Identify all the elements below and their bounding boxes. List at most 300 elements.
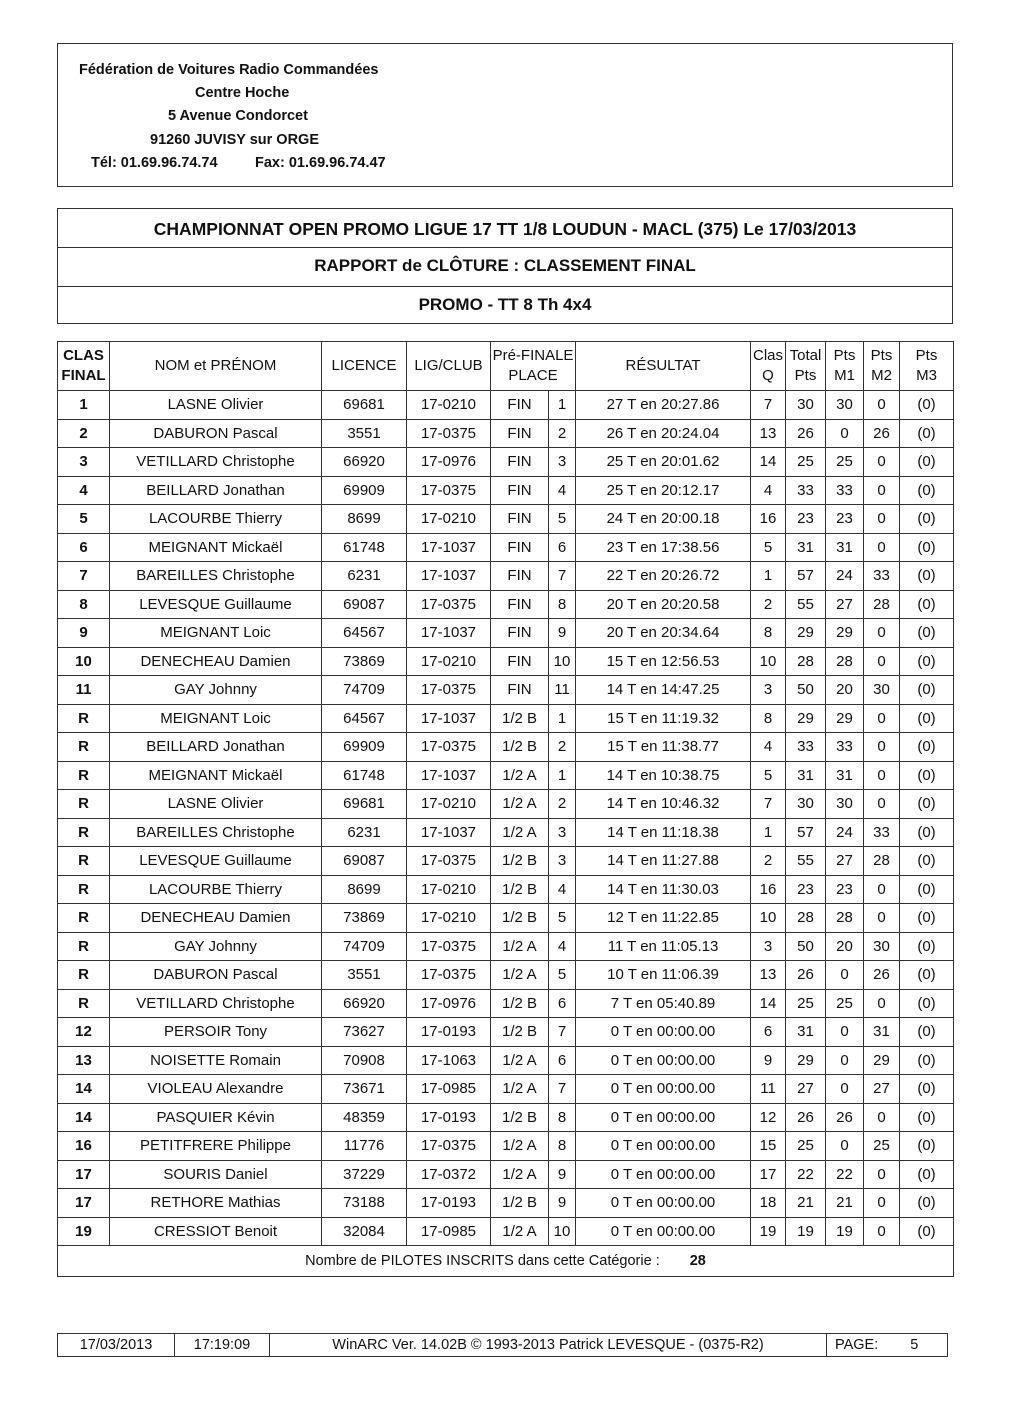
cell-place: 9 — [549, 619, 576, 648]
cell-total-pts: 21 — [786, 1189, 826, 1218]
cell-final: R — [58, 847, 110, 876]
cell-clas-q: 10 — [751, 647, 786, 676]
cell-pts-m2: 30 — [864, 932, 900, 961]
cell-total-pts: 50 — [786, 676, 826, 705]
cell-prefinale: 1/2 A — [491, 761, 549, 790]
table-row — [58, 733, 954, 762]
header-clas-q: Clas Q — [751, 342, 786, 391]
table-row — [58, 989, 954, 1018]
cell-licence: 48359 — [322, 1103, 407, 1132]
cell-final: 19 — [58, 1217, 110, 1246]
cell-total-pts: 57 — [786, 818, 826, 847]
cell-pts-m1: 30 — [826, 391, 864, 420]
cell-final: R — [58, 733, 110, 762]
cell-club: 17-0193 — [407, 1018, 491, 1047]
cell-name: DABURON Pascal — [110, 961, 322, 990]
cell-club: 17-0976 — [407, 448, 491, 477]
cell-pts-m3: (0) — [900, 1189, 954, 1218]
cell-clas-q: 12 — [751, 1103, 786, 1132]
cell-name: MEIGNANT Mickaël — [110, 533, 322, 562]
cell-club: 17-1037 — [407, 619, 491, 648]
table-row — [58, 1075, 954, 1104]
print-footer — [57, 1333, 948, 1357]
page-number: 5 — [910, 1337, 919, 1353]
table-row — [58, 1103, 954, 1132]
cell-licence: 69909 — [322, 733, 407, 762]
cell-result: 11 T en 11:05.13 — [576, 932, 751, 961]
cell-licence: 64567 — [322, 704, 407, 733]
header-pts-m1: Pts M1 — [826, 342, 864, 391]
cell-pts-m3: (0) — [900, 590, 954, 619]
cell-final: 6 — [58, 533, 110, 562]
cell-result: 23 T en 17:38.56 — [576, 533, 751, 562]
cell-name: NOISETTE Romain — [110, 1046, 322, 1075]
cell-prefinale: 1/2 B — [491, 733, 549, 762]
cell-clas-q: 4 — [751, 476, 786, 505]
table-row — [58, 847, 954, 876]
cell-prefinale: FIN — [491, 448, 549, 477]
cell-place: 7 — [549, 1018, 576, 1047]
cell-clas-q: 16 — [751, 875, 786, 904]
cell-name: LASNE Olivier — [110, 391, 322, 420]
cell-result: 24 T en 20:00.18 — [576, 505, 751, 534]
category-title: PROMO - TT 8 Th 4x4 — [418, 295, 592, 314]
cell-prefinale: 1/2 B — [491, 875, 549, 904]
cell-name: LASNE Olivier — [110, 790, 322, 819]
cell-total-pts: 29 — [786, 619, 826, 648]
cell-pts-m2: 0 — [864, 761, 900, 790]
cell-total-pts: 19 — [786, 1217, 826, 1246]
cell-place: 11 — [549, 676, 576, 705]
cell-total-pts: 55 — [786, 590, 826, 619]
cell-clas-q: 2 — [751, 590, 786, 619]
cell-place: 5 — [549, 505, 576, 534]
cell-pts-m2: 0 — [864, 1103, 900, 1132]
cell-final: 9 — [58, 619, 110, 648]
cell-clas-q: 5 — [751, 761, 786, 790]
cell-name: GAY Johnny — [110, 932, 322, 961]
cell-clas-q: 1 — [751, 818, 786, 847]
cell-pts-m2: 25 — [864, 1132, 900, 1161]
cell-result: 0 T en 00:00.00 — [576, 1132, 751, 1161]
cell-club: 17-0210 — [407, 790, 491, 819]
cell-place: 4 — [549, 476, 576, 505]
table-row — [58, 391, 954, 420]
cell-pts-m1: 23 — [826, 505, 864, 534]
cell-place: 1 — [549, 704, 576, 733]
cell-club: 17-0375 — [407, 932, 491, 961]
cell-clas-q: 5 — [751, 533, 786, 562]
cell-pts-m2: 0 — [864, 391, 900, 420]
cell-name: SOURIS Daniel — [110, 1160, 322, 1189]
cell-club: 17-1037 — [407, 533, 491, 562]
cell-final: 14 — [58, 1103, 110, 1132]
cell-pts-m3: (0) — [900, 932, 954, 961]
table-row — [58, 932, 954, 961]
cell-result: 14 T en 11:27.88 — [576, 847, 751, 876]
header-pts-m3: Pts M3 — [900, 342, 954, 391]
table-row — [58, 1160, 954, 1189]
cell-prefinale: 1/2 B — [491, 704, 549, 733]
print-time: 17:19:09 — [175, 1334, 270, 1356]
cell-pts-m3: (0) — [900, 1075, 954, 1104]
cell-total-pts: 29 — [786, 704, 826, 733]
cell-result: 0 T en 00:00.00 — [576, 1217, 751, 1246]
cell-name: BEILLARD Jonathan — [110, 476, 322, 505]
cell-pts-m3: (0) — [900, 790, 954, 819]
cell-pts-m3: (0) — [900, 961, 954, 990]
cell-clas-q: 10 — [751, 904, 786, 933]
title-block — [57, 208, 953, 324]
cell-club: 17-0372 — [407, 1160, 491, 1189]
cell-club: 17-0985 — [407, 1217, 491, 1246]
cell-pts-m2: 29 — [864, 1046, 900, 1075]
cell-name: PASQUIER Kévin — [110, 1103, 322, 1132]
cell-pts-m2: 0 — [864, 448, 900, 477]
cell-clas-q: 3 — [751, 676, 786, 705]
cell-total-pts: 26 — [786, 961, 826, 990]
header-prefinale: Pré-FINALE PLACE — [491, 342, 576, 391]
cell-club: 17-0193 — [407, 1189, 491, 1218]
cell-pts-m3: (0) — [900, 989, 954, 1018]
cell-result: 25 T en 20:12.17 — [576, 476, 751, 505]
cell-final: R — [58, 704, 110, 733]
cell-name: DENECHEAU Damien — [110, 904, 322, 933]
cell-pts-m2: 0 — [864, 533, 900, 562]
cell-final: 17 — [58, 1160, 110, 1189]
cell-pts-m3: (0) — [900, 818, 954, 847]
cell-result: 7 T en 05:40.89 — [576, 989, 751, 1018]
cell-final: 5 — [58, 505, 110, 534]
cell-licence: 69681 — [322, 790, 407, 819]
header-clas-final: CLAS FINAL — [58, 342, 110, 391]
cell-club: 17-1063 — [407, 1046, 491, 1075]
cell-club: 17-1037 — [407, 761, 491, 790]
cell-clas-q: 18 — [751, 1189, 786, 1218]
cell-pts-m1: 29 — [826, 619, 864, 648]
cell-club: 17-0375 — [407, 476, 491, 505]
cell-pts-m3: (0) — [900, 505, 954, 534]
cell-licence: 66920 — [322, 448, 407, 477]
cell-pts-m1: 31 — [826, 761, 864, 790]
cell-pts-m1: 27 — [826, 590, 864, 619]
cell-total-pts: 31 — [786, 761, 826, 790]
cell-licence: 73671 — [322, 1075, 407, 1104]
cell-pts-m2: 0 — [864, 647, 900, 676]
cell-place: 10 — [549, 1217, 576, 1246]
cell-place: 5 — [549, 961, 576, 990]
cell-pts-m3: (0) — [900, 1217, 954, 1246]
table-row — [58, 619, 954, 648]
cell-place: 5 — [549, 904, 576, 933]
cell-name: VIOLEAU Alexandre — [110, 1075, 322, 1104]
cell-club: 17-0193 — [407, 1103, 491, 1132]
cell-result: 20 T en 20:34.64 — [576, 619, 751, 648]
cell-name: VETILLARD Christophe — [110, 989, 322, 1018]
cell-clas-q: 7 — [751, 391, 786, 420]
cell-total-pts: 30 — [786, 391, 826, 420]
cell-pts-m1: 25 — [826, 989, 864, 1018]
cell-result: 14 T en 11:30.03 — [576, 875, 751, 904]
cell-clas-q: 14 — [751, 448, 786, 477]
cell-total-pts: 27 — [786, 1075, 826, 1104]
cell-licence: 61748 — [322, 761, 407, 790]
cell-pts-m1: 31 — [826, 533, 864, 562]
pilot-count — [58, 1246, 954, 1277]
federation-name: Fédération de Voitures Radio Commandées — [79, 62, 379, 78]
cell-pts-m2: 0 — [864, 733, 900, 762]
table-row — [58, 1217, 954, 1246]
pilot-count-value: 28 — [689, 1253, 706, 1269]
cell-prefinale: 1/2 A — [491, 818, 549, 847]
cell-final: 12 — [58, 1018, 110, 1047]
page-label: PAGE: — [835, 1337, 879, 1353]
table-header-row — [58, 342, 954, 391]
cell-clas-q: 6 — [751, 1018, 786, 1047]
cell-prefinale: FIN — [491, 647, 549, 676]
cell-place: 10 — [549, 647, 576, 676]
cell-prefinale: FIN — [491, 562, 549, 591]
cell-result: 14 T en 10:38.75 — [576, 761, 751, 790]
cell-place: 7 — [549, 562, 576, 591]
federation-phone: Tél: 01.69.96.74.74 — [91, 155, 218, 171]
report-title: RAPPORT de CLÔTURE : CLASSEMENT FINAL — [314, 256, 696, 275]
cell-licence: 69087 — [322, 847, 407, 876]
table-row — [58, 533, 954, 562]
cell-final: 14 — [58, 1075, 110, 1104]
cell-pts-m3: (0) — [900, 1046, 954, 1075]
cell-total-pts: 28 — [786, 647, 826, 676]
cell-place: 8 — [549, 1103, 576, 1132]
cell-total-pts: 25 — [786, 1132, 826, 1161]
cell-pts-m3: (0) — [900, 904, 954, 933]
cell-result: 14 T en 11:18.38 — [576, 818, 751, 847]
cell-prefinale: 1/2 B — [491, 847, 549, 876]
cell-name: PERSOIR Tony — [110, 1018, 322, 1047]
cell-pts-m1: 0 — [826, 1132, 864, 1161]
cell-name: MEIGNANT Mickaël — [110, 761, 322, 790]
cell-pts-m1: 29 — [826, 704, 864, 733]
cell-licence: 8699 — [322, 505, 407, 534]
header-result: RÉSULTAT — [576, 342, 751, 391]
cell-pts-m3: (0) — [900, 619, 954, 648]
cell-final: 10 — [58, 647, 110, 676]
cell-club: 17-0210 — [407, 875, 491, 904]
cell-total-pts: 25 — [786, 989, 826, 1018]
cell-final: R — [58, 761, 110, 790]
cell-result: 27 T en 20:27.86 — [576, 391, 751, 420]
cell-place: 6 — [549, 989, 576, 1018]
cell-final: 2 — [58, 419, 110, 448]
cell-pts-m1: 20 — [826, 676, 864, 705]
cell-final: 1 — [58, 391, 110, 420]
cell-total-pts: 22 — [786, 1160, 826, 1189]
table-row — [58, 476, 954, 505]
cell-final: 13 — [58, 1046, 110, 1075]
cell-pts-m1: 27 — [826, 847, 864, 876]
cell-result: 10 T en 11:06.39 — [576, 961, 751, 990]
cell-pts-m2: 0 — [864, 904, 900, 933]
cell-name: BAREILLES Christophe — [110, 562, 322, 591]
cell-pts-m2: 27 — [864, 1075, 900, 1104]
cell-prefinale: FIN — [491, 676, 549, 705]
cell-pts-m3: (0) — [900, 704, 954, 733]
cell-licence: 6231 — [322, 562, 407, 591]
cell-result: 15 T en 12:56.53 — [576, 647, 751, 676]
title-divider — [58, 286, 952, 287]
cell-final: R — [58, 818, 110, 847]
cell-pts-m1: 0 — [826, 1046, 864, 1075]
cell-name: RETHORE Mathias — [110, 1189, 322, 1218]
cell-licence: 37229 — [322, 1160, 407, 1189]
cell-result: 0 T en 00:00.00 — [576, 1160, 751, 1189]
cell-name: MEIGNANT Loic — [110, 704, 322, 733]
page-indicator — [827, 1334, 947, 1356]
cell-prefinale: 1/2 A — [491, 932, 549, 961]
table-row — [58, 448, 954, 477]
cell-result: 0 T en 00:00.00 — [576, 1103, 751, 1132]
cell-prefinale: 1/2 A — [491, 1075, 549, 1104]
cell-licence: 32084 — [322, 1217, 407, 1246]
cell-result: 25 T en 20:01.62 — [576, 448, 751, 477]
cell-pts-m2: 31 — [864, 1018, 900, 1047]
cell-final: 17 — [58, 1189, 110, 1218]
cell-result: 14 T en 14:47.25 — [576, 676, 751, 705]
cell-place: 2 — [549, 733, 576, 762]
cell-pts-m3: (0) — [900, 419, 954, 448]
cell-pts-m2: 0 — [864, 989, 900, 1018]
cell-pts-m2: 0 — [864, 619, 900, 648]
table-row — [58, 1132, 954, 1161]
cell-pts-m3: (0) — [900, 562, 954, 591]
cell-total-pts: 30 — [786, 790, 826, 819]
federation-city: 91260 JUVISY sur ORGE — [150, 132, 319, 148]
cell-prefinale: FIN — [491, 533, 549, 562]
cell-result: 14 T en 10:46.32 — [576, 790, 751, 819]
cell-pts-m1: 23 — [826, 875, 864, 904]
cell-pts-m2: 0 — [864, 1189, 900, 1218]
federation-fax: Fax: 01.69.96.74.47 — [255, 155, 386, 171]
table-row — [58, 761, 954, 790]
cell-licence: 70908 — [322, 1046, 407, 1075]
cell-prefinale: 1/2 B — [491, 1018, 549, 1047]
table-row — [58, 818, 954, 847]
table-row — [58, 1189, 954, 1218]
cell-club: 17-1037 — [407, 818, 491, 847]
cell-pts-m1: 33 — [826, 733, 864, 762]
table-row — [58, 419, 954, 448]
table-row — [58, 676, 954, 705]
cell-pts-m3: (0) — [900, 448, 954, 477]
cell-place: 6 — [549, 533, 576, 562]
championship-title: CHAMPIONNAT OPEN PROMO LIGUE 17 TT 1/8 LOUDUN - MACL (375) Le 17/03/2013 — [153, 219, 857, 239]
cell-pts-m3: (0) — [900, 647, 954, 676]
table-row — [58, 704, 954, 733]
table-row — [58, 590, 954, 619]
cell-final: 4 — [58, 476, 110, 505]
cell-pts-m2: 0 — [864, 1160, 900, 1189]
cell-clas-q: 13 — [751, 419, 786, 448]
header-pts-m2: Pts M2 — [864, 342, 900, 391]
cell-prefinale: FIN — [491, 391, 549, 420]
cell-final: R — [58, 790, 110, 819]
cell-club: 17-0210 — [407, 391, 491, 420]
cell-name: BEILLARD Jonathan — [110, 733, 322, 762]
cell-prefinale: 1/2 A — [491, 1132, 549, 1161]
print-date: 17/03/2013 — [58, 1334, 175, 1356]
cell-final: R — [58, 904, 110, 933]
cell-licence: 74709 — [322, 932, 407, 961]
cell-club: 17-0375 — [407, 676, 491, 705]
cell-pts-m2: 26 — [864, 419, 900, 448]
cell-final: R — [58, 932, 110, 961]
table-row — [58, 790, 954, 819]
cell-pts-m1: 0 — [826, 1075, 864, 1104]
cell-prefinale: 1/2 B — [491, 1189, 549, 1218]
cell-club: 17-0375 — [407, 419, 491, 448]
cell-final: 8 — [58, 590, 110, 619]
cell-place: 8 — [549, 1132, 576, 1161]
cell-place: 1 — [549, 391, 576, 420]
cell-clas-q: 7 — [751, 790, 786, 819]
cell-pts-m2: 0 — [864, 1217, 900, 1246]
cell-pts-m3: (0) — [900, 1018, 954, 1047]
cell-club: 17-0210 — [407, 505, 491, 534]
cell-clas-q: 1 — [751, 562, 786, 591]
cell-licence: 73627 — [322, 1018, 407, 1047]
cell-final: 3 — [58, 448, 110, 477]
cell-clas-q: 4 — [751, 733, 786, 762]
results-table — [57, 341, 954, 1277]
header-club: LIG/CLUB — [407, 342, 491, 391]
cell-total-pts: 31 — [786, 533, 826, 562]
cell-clas-q: 17 — [751, 1160, 786, 1189]
cell-result: 0 T en 00:00.00 — [576, 1189, 751, 1218]
cell-prefinale: 1/2 A — [491, 961, 549, 990]
cell-club: 17-1037 — [407, 562, 491, 591]
cell-pts-m3: (0) — [900, 1103, 954, 1132]
cell-final: R — [58, 989, 110, 1018]
table-row — [58, 1018, 954, 1047]
cell-result: 12 T en 11:22.85 — [576, 904, 751, 933]
table-row — [58, 562, 954, 591]
cell-pts-m1: 30 — [826, 790, 864, 819]
cell-name: DENECHEAU Damien — [110, 647, 322, 676]
cell-pts-m1: 33 — [826, 476, 864, 505]
cell-pts-m3: (0) — [900, 1160, 954, 1189]
cell-result: 15 T en 11:19.32 — [576, 704, 751, 733]
cell-name: LACOURBE Thierry — [110, 875, 322, 904]
header-name: NOM et PRÉNOM — [110, 342, 322, 391]
cell-pts-m2: 0 — [864, 704, 900, 733]
cell-licence: 74709 — [322, 676, 407, 705]
cell-pts-m1: 20 — [826, 932, 864, 961]
cell-clas-q: 14 — [751, 989, 786, 1018]
table-row — [58, 647, 954, 676]
cell-licence: 69087 — [322, 590, 407, 619]
cell-place: 2 — [549, 419, 576, 448]
cell-prefinale: 1/2 B — [491, 904, 549, 933]
cell-pts-m2: 0 — [864, 476, 900, 505]
cell-club: 17-0976 — [407, 989, 491, 1018]
cell-name: VETILLARD Christophe — [110, 448, 322, 477]
cell-place: 4 — [549, 875, 576, 904]
cell-clas-q: 16 — [751, 505, 786, 534]
cell-final: R — [58, 875, 110, 904]
cell-name: LEVESQUE Guillaume — [110, 590, 322, 619]
cell-licence: 61748 — [322, 533, 407, 562]
cell-prefinale: 1/2 B — [491, 1103, 549, 1132]
